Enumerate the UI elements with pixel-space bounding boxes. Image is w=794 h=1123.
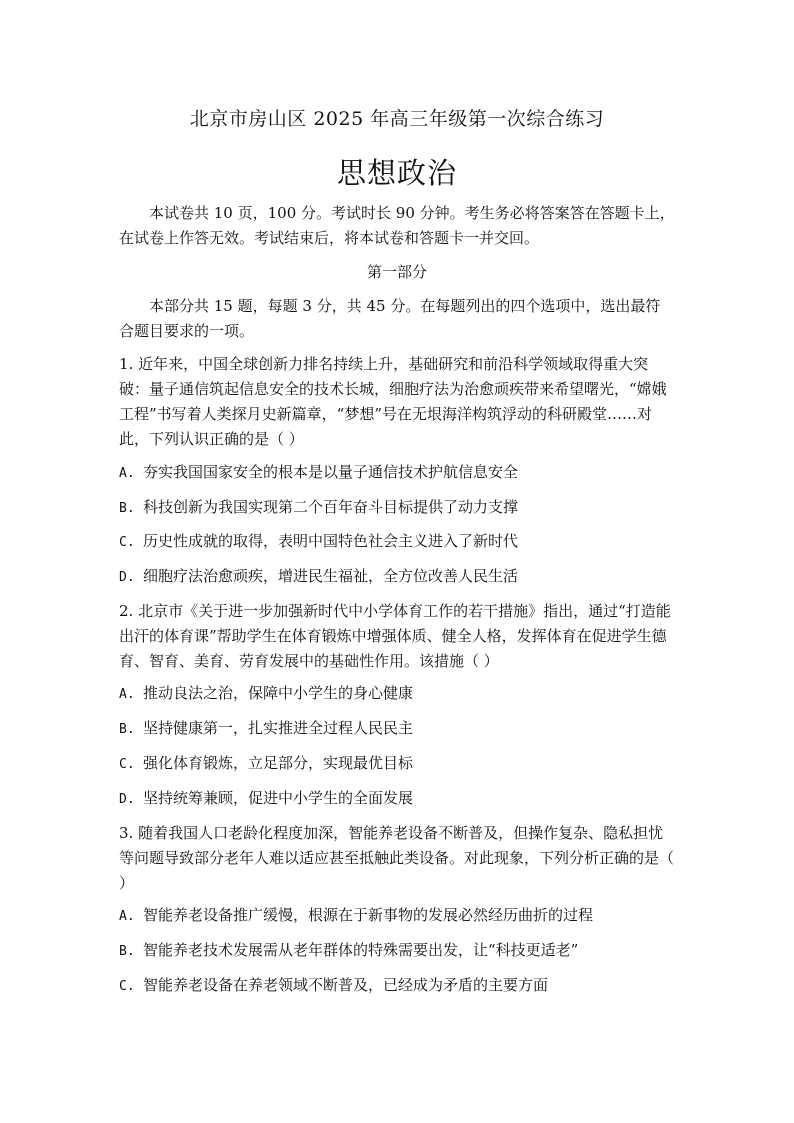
option-text: 智能养老设备推广缓慢，根源在于新事物的发展必然经历曲折的过程	[143, 906, 594, 924]
option-text: 智能养老技术发展需从老年群体的特殊需要出发，让“科技更适老”	[143, 941, 579, 959]
option-letter: B.	[119, 722, 135, 737]
option-text: 细胞疗法治愈顽疾，增进民生福祉，全方位改善人民生活	[143, 567, 519, 585]
question-3-option-c	[119, 973, 675, 999]
option-letter: A.	[119, 909, 135, 924]
option-letter: C.	[119, 535, 135, 550]
option-text: 推动良法之治，保障中小学生的身心健康	[143, 684, 414, 702]
question-2-option-d	[119, 786, 675, 812]
option-letter: D.	[119, 570, 135, 585]
option-text: 夯实我国国家安全的根本是以量子通信技术护航信息安全	[143, 463, 519, 481]
option-letter: D.	[119, 792, 135, 807]
question-1-stem: 1. 近年来，中国全球创新力排名持续上升，基础研究和前沿科学领域取得重大突破：量子通信筑起信息安全的技术长城，细胞疗法为治愈顽疾带来希望曙光，“嫦娥工程”书写着人类探月史新篇章，“梦想”号在无垠海洋构筑浮动的科研殿堂……对此，下列认识正确的是（ ）	[119, 355, 667, 448]
question-2-option-c	[119, 751, 675, 777]
option-text: 智能养老设备在养老领域不断普及，已经成为矛盾的主要方面	[143, 976, 549, 994]
question-3-stem: 3. 随着我国人口老龄化程度加深，智能养老设备不断普及，但操作复杂、隐私担忧等问题导致部分老年人难以适应甚至抵触此类设备。对此现象，下列分析正确的是（ ）	[119, 824, 675, 892]
question-1-option-a	[119, 460, 675, 486]
exam-title: 北京市房山区 2025 年高三年级第一次综合练习	[189, 108, 605, 130]
option-text: 强化体育锻炼，立足部分，实现最优目标	[143, 754, 414, 772]
question-1-option-c	[119, 529, 675, 555]
question-3-option-a	[119, 903, 675, 929]
option-letter: C.	[119, 979, 135, 994]
part-one-intro: 本部分共 15 题，每题 3 分，共 45 分。在每题列出的四个选项中，选出最符合题目要求的一项。	[119, 297, 661, 340]
option-letter: B.	[119, 501, 135, 516]
question-1-option-b	[119, 495, 675, 521]
question-2-stem: 2. 北京市《关于进一步加强新时代中小学体育工作的若干措施》指出，通过“打造能出汗的体育课”帮助学生在体育锻炼中增强体质、健全人格，发挥体育在促进学生德育、智育、美育、劳育发展中的基础性作用。该措施（ ）	[119, 602, 671, 670]
subject-title: 思想政治	[336, 156, 457, 190]
part-one-heading: 第一部分	[366, 263, 427, 281]
option-letter: A.	[119, 466, 135, 481]
question-3-option-b	[119, 938, 675, 964]
option-letter: B.	[119, 944, 135, 959]
option-text: 坚持统筹兼顾，促进中小学生的全面发展	[143, 789, 414, 807]
option-text: 历史性成就的取得，表明中国特色社会主义进入了新时代	[143, 532, 519, 550]
exam-instructions: 本试卷共 10 页，100 分。考试时长 90 分钟。考生务必将答案答在答题卡上，在试卷上作答无效。考试结束后，将本试卷和答题卡一并交回。	[119, 204, 675, 247]
question-2-option-a	[119, 681, 675, 707]
option-text: 坚持健康第一，扎实推进全过程人民民主	[143, 719, 414, 737]
question-1-option-d	[119, 564, 675, 590]
question-2-option-b	[119, 716, 675, 742]
option-text: 科技创新为我国实现第二个百年奋斗目标提供了动力支撑	[143, 498, 519, 516]
option-letter: A.	[119, 687, 135, 702]
option-letter: C.	[119, 757, 135, 772]
